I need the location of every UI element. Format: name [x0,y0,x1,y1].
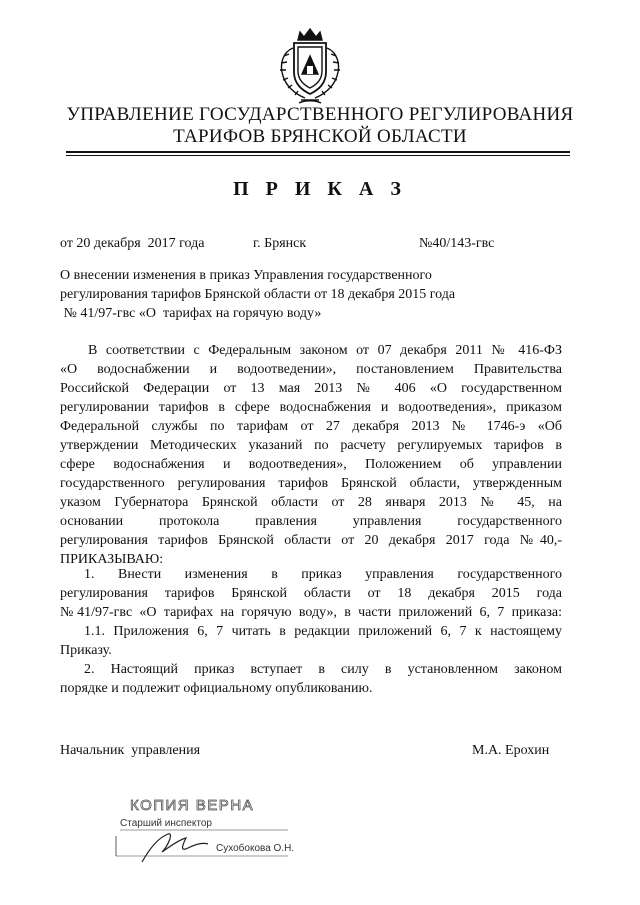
document-number: №40/143-гвс [419,236,495,251]
stamp-title: КОПИЯ ВЕРНА [130,797,255,814]
preamble-decree-word: ПРИКАЗЫВАЮ: [60,552,164,567]
order-line: 1.1. Приложения 6, 7 читать в редакции приложений 6, 7 к настоящему [84,624,562,639]
document-city: г. Брянск [253,236,307,251]
orders-section [60,565,562,698]
stamp-signer-name: Сухобокова О.Н. [216,843,294,854]
preamble-line: регулирования тарифов Брянской области от 20 декабря 2017 года №40,- [60,533,562,548]
handwritten-signature-icon [142,834,208,862]
order-line: 1. Внести изменения в приказ управления государственного [84,567,562,582]
agency-name-line-2: ТАРИФОВ БРЯНСКОЙ ОБЛАСТИ [173,126,467,147]
preamble-line: утверждении Методических указаний по расчету регулируемых тарифов в [60,438,562,453]
preamble-line: В соответствии с Федеральным законом от 07 декабря 2011 № 416-ФЗ [88,343,562,358]
preamble-line: указом Губернатора Брянской области от 28 января 2013 № 45, на [60,495,562,510]
stamp-role: Старший инспектор [120,818,212,829]
copy-certified-stamp [108,790,294,870]
header-divider-thick [66,151,570,153]
subject-line: О внесении изменения в приказ Управления государственного [60,268,432,283]
preamble-line: регулировании тарифов в сфере водоснабжения и водоотведения», приказом [60,400,562,415]
order-line: порядке и подлежит официальному опубликованию. [60,681,373,696]
document-subject [60,266,530,323]
order-line: регулирования тарифов Брянской области от 18 декабря 2015 года [60,586,562,601]
order-line: №41/97-гвс «О тарифах на горячую воду», в части приложений 6, 7 приказа: [60,605,562,620]
signatory-name: М.А. Ерохин [472,743,550,758]
order-line: Приказу. [60,643,112,658]
preamble-line: основании протокола правления управления государственного [60,514,562,529]
document-date: от 20 декабря 2017 года [60,236,205,251]
subject-line: регулирования тарифов Брянской области от 18 декабря 2015 года [60,287,456,302]
agency-name-line-1: УПРАВЛЕНИЕ ГОСУДАРСТВЕННОГО РЕГУЛИРОВАНИЯ [66,104,574,125]
coat-of-arms-icon [271,26,349,106]
preamble-line: государственного регулирования тарифов Брянской области, утвержденным [60,476,562,491]
document-title: П Р И К А З [233,178,407,200]
preamble-line: «О водоснабжении и водоотведении», постановлением Правительства [60,362,562,377]
header-divider-thin [66,155,570,156]
subject-line: № 41/97-гвс «О тарифах на горячую воду» [60,306,322,321]
order-line: 2. Настоящий приказ вступает в силу в установленном законом [84,662,562,677]
signatory-position: Начальник управления [60,743,201,758]
preamble-line: Федеральной службы по тарифам от 27 декабря 2013 № 1746-э «Об [60,419,562,434]
preamble-line: сфере водоснабжения и водоотведения», Положением об управлении [60,457,562,472]
preamble-line: Российской Федерации от 13 мая 2013 № 406 «О государственном [60,381,562,396]
preamble-paragraph [60,341,562,569]
